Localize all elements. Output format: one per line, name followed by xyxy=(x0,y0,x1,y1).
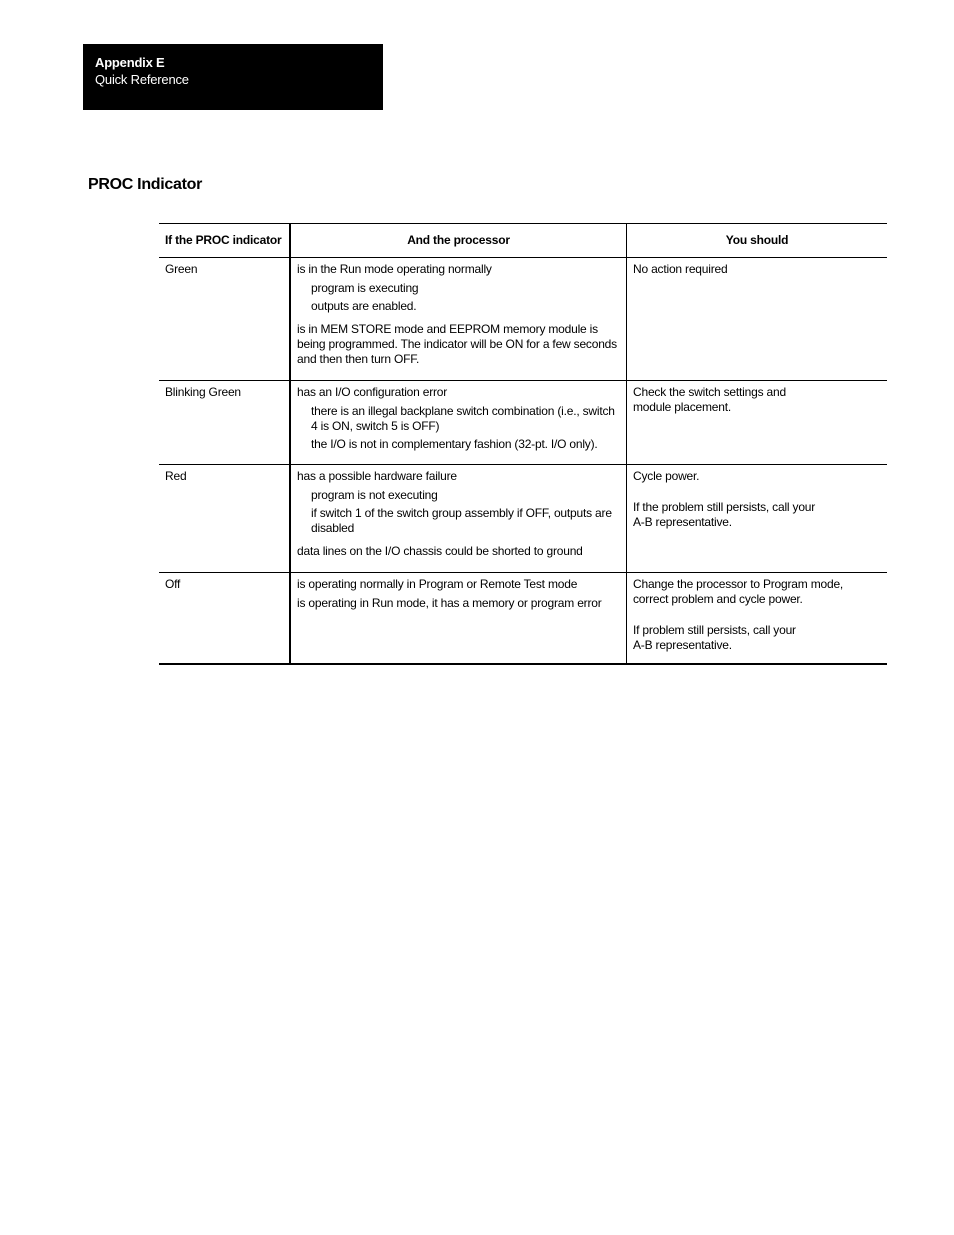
column-header-action: You should xyxy=(627,224,888,258)
processor-condition: is operating in Run mode, it has a memory or program error xyxy=(297,596,602,610)
action-text: Cycle power. xyxy=(633,469,700,483)
processor-detail: outputs are enabled. xyxy=(311,299,417,313)
appendix-label: Appendix E xyxy=(95,55,165,70)
processor-condition: is in the Run mode operating normally xyxy=(297,262,492,276)
section-title: PROC Indicator xyxy=(88,176,203,193)
processor-cell xyxy=(290,381,627,465)
action-text: A-B representative. xyxy=(633,638,732,652)
action-text: No action required xyxy=(633,262,728,276)
table-header-row xyxy=(159,224,887,258)
action-cell xyxy=(627,381,888,465)
processor-cell xyxy=(290,465,627,573)
processor-detail: there is an illegal backplane switch combination (i.e., switch 4 is ON, switch 5 is OFF) xyxy=(311,404,615,433)
action-text: If the problem still persists, call your xyxy=(633,500,816,514)
processor-cell xyxy=(290,258,627,381)
action-cell xyxy=(627,465,888,573)
table-row xyxy=(159,258,887,381)
indicator-cell: Off xyxy=(159,573,290,665)
table-row xyxy=(159,465,887,573)
column-header-processor: And the processor xyxy=(290,224,627,258)
action-cell xyxy=(627,573,888,665)
indicator-cell: Red xyxy=(159,465,290,573)
indicator-cell: Green xyxy=(159,258,290,381)
table-row xyxy=(159,573,887,665)
processor-cell xyxy=(290,573,627,665)
processor-detail: if switch 1 of the switch group assembly if OFF, outputs are disabled xyxy=(311,506,612,535)
action-cell xyxy=(627,258,888,381)
action-text: If problem still persists, call your xyxy=(633,623,796,637)
processor-detail: the I/O is not in complementary fashion (32-pt. I/O only). xyxy=(311,437,598,451)
indicator-cell: Blinking Green xyxy=(159,381,290,465)
action-text: Change the processor to Program mode, correct problem and cycle power. xyxy=(633,577,844,606)
processor-condition: data lines on the I/O chassis could be shorted to ground xyxy=(297,544,583,558)
action-text: Check the switch settings and xyxy=(633,385,786,399)
processor-detail: program is executing xyxy=(311,281,419,295)
proc-indicator-table xyxy=(159,223,887,665)
processor-condition: has an I/O configuration error xyxy=(297,385,448,399)
processor-detail: program is not executing xyxy=(311,488,438,502)
processor-condition: has a possible hardware failure xyxy=(297,469,457,483)
table-row xyxy=(159,381,887,465)
action-text: A-B representative. xyxy=(633,515,732,529)
appendix-subtitle: Quick Reference xyxy=(95,72,189,87)
action-text: module placement. xyxy=(633,400,731,414)
appendix-header xyxy=(83,44,383,110)
processor-condition: is operating normally in Program or Remote Test mode xyxy=(297,577,578,591)
processor-condition: is in MEM STORE mode and EEPROM memory module is being programmed. The indicator will be ON for a few seconds and then then turn OFF. xyxy=(297,322,617,366)
column-header-indicator: If the PROC indicator xyxy=(159,224,290,258)
